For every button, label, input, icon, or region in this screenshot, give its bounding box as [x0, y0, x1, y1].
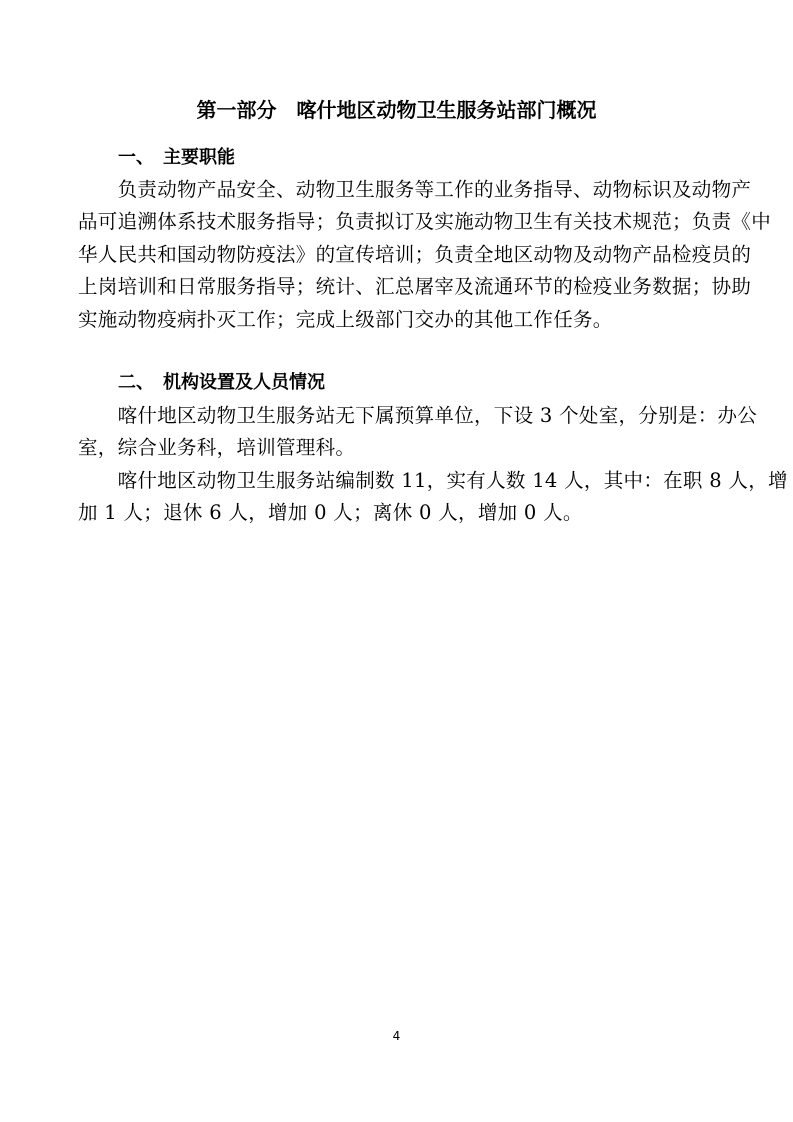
paragraph-line: 室，综合业务科，培训管理科。 — [78, 436, 356, 460]
page-number: 4 — [392, 1029, 401, 1043]
section-heading-main-functions: 一、 主要职能 — [118, 147, 235, 168]
paragraph-line: 品可追溯体系技术服务指导；负责拟订及实施动物卫生有关技术规范；负责《中 — [78, 210, 772, 234]
section-heading-organization-staff: 二、 机构设置及人员情况 — [118, 372, 325, 393]
paragraph-line: 加 1 人；退休 6 人，增加 0 人；离休 0 人，增加 0 人。 — [78, 501, 583, 525]
page-title: 第一部分 喀什地区动物卫生服务站部门概况 — [196, 98, 597, 122]
paragraph-organization — [78, 400, 758, 465]
paragraph-line: 喀什地区动物卫生服务站编制数 11，实有人数 14 人，其中：在职 8 人，增 — [78, 469, 788, 492]
paragraph-main-functions — [78, 174, 772, 336]
paragraph-line: 负责动物产品安全、动物卫生服务等工作的业务指导、动物标识及动物产 — [78, 178, 752, 201]
paragraph-staff — [78, 465, 788, 530]
paragraph-line: 华人民共和国动物防疫法》的宣传培训；负责全地区动物及动物产品检疫员的 — [78, 242, 752, 266]
paragraph-line: 上岗培训和日常服务指导；统计、汇总屠宰及流通环节的检疫业务数据；协助 — [78, 275, 752, 299]
paragraph-line: 实施动物疫病扑灭工作；完成上级部门交办的其他工作任务。 — [78, 307, 613, 331]
paragraph-line: 喀什地区动物卫生服务站无下属预算单位，下设 3 个处室，分别是：办公 — [78, 404, 758, 427]
